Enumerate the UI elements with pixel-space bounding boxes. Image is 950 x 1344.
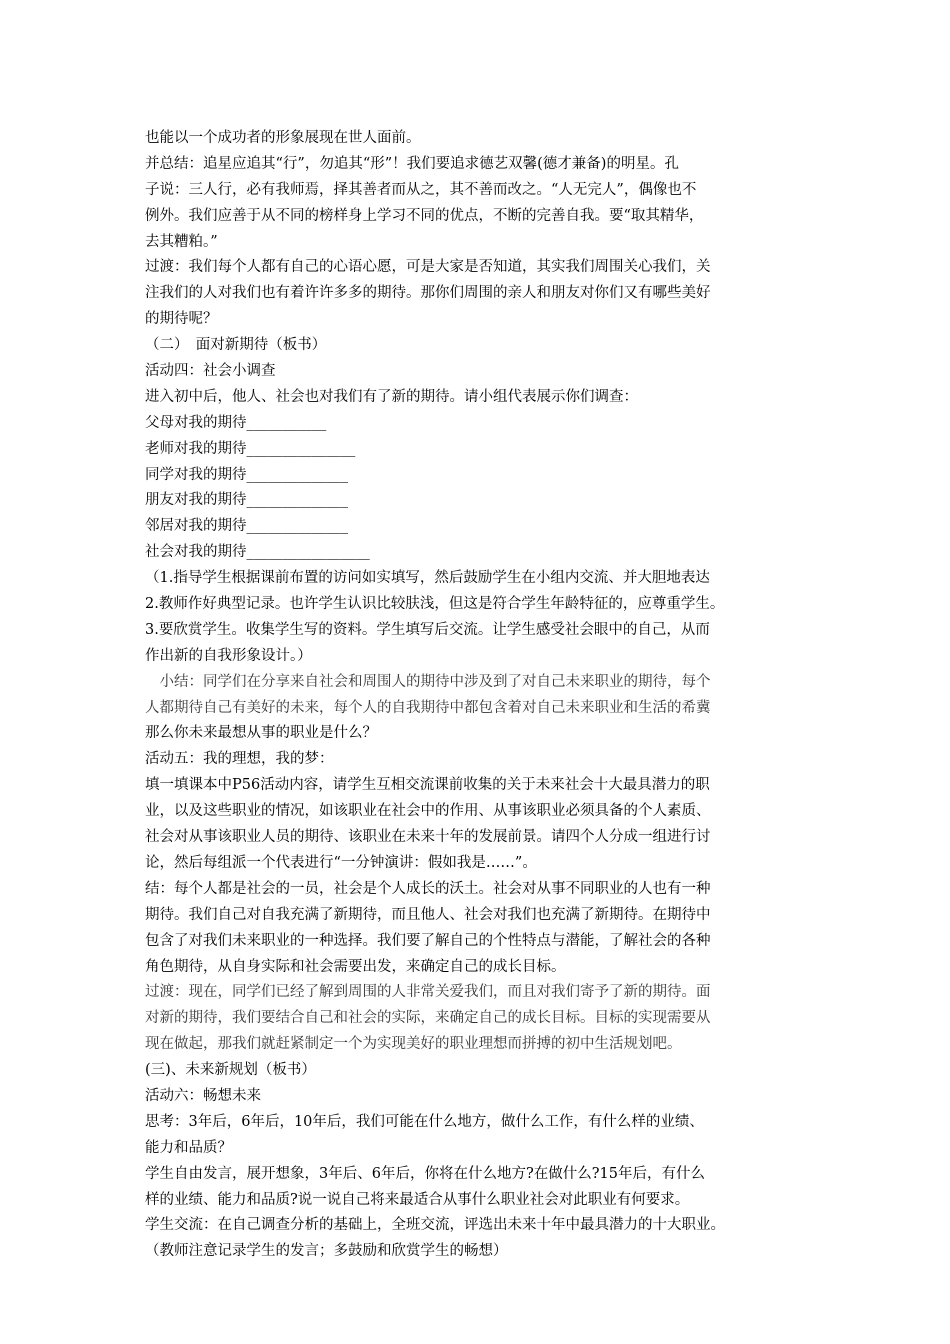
text-line: 思考：3年后，6年后，10年后，我们可能在什么地方，做什么工作，有什么样的业绩、 bbox=[145, 1113, 704, 1130]
text-line: 期待。我们自己对自我充满了新期待，而且他人、社会对我们也充满了新期待。在期待中 bbox=[145, 906, 711, 923]
text-line: 作出新的自我形象设计。） bbox=[145, 647, 312, 664]
text-line: 业，以及这些职业的情况，如该职业在社会中的作用、从事该职业必须具备的个人素质、 bbox=[145, 803, 711, 820]
activity-heading: 活动五：我的理想，我的梦： bbox=[145, 751, 334, 768]
text-line: 2.教师作好典型记录。也许学生认识比较肤浅，但这是符合学生年龄特征的，应尊重学生。 bbox=[145, 596, 725, 613]
text-line: 小结：同学们在分享来自社会和周围人的期待中涉及到了对自己未来职业的期待，每个 bbox=[145, 673, 711, 690]
survey-line-neighbors: 邻居对我的期待______________ bbox=[145, 518, 348, 535]
survey-line-friends: 朋友对我的期待______________ bbox=[145, 492, 348, 509]
activity-heading: 活动六：畅想未来 bbox=[145, 1087, 261, 1104]
text-line: 例外。我们应善于从不同的榜样身上学习不同的优点，不断的完善自我。要“取其精华， bbox=[145, 207, 704, 224]
text-line: 子说：三人行，必有我师焉，择其善者而从之，其不善而改之。“人无完人”，偶像也不 bbox=[145, 181, 697, 198]
text-line: 论，然后每组派一个代表进行“一分钟演讲：假如我是……”。 bbox=[145, 854, 537, 871]
text-line: 去其糟粕。” bbox=[145, 233, 218, 250]
survey-line-society: 社会对我的期待_________________ bbox=[145, 544, 370, 561]
activity-heading: 活动四：社会小调查 bbox=[145, 363, 276, 380]
document-body bbox=[145, 126, 815, 1265]
text-line: 包含了对我们未来职业的一种选择。我们要了解自己的个性特点与潜能，了解社会的各种 bbox=[145, 932, 711, 949]
text-line: 现在做起，那我们就赶紧制定一个为实现美好的职业理想而拼搏的初中生活规划吧。 bbox=[145, 1036, 682, 1053]
survey-line-parents: 父母对我的期待___________ bbox=[145, 414, 327, 431]
text-line: 并总结：追星应追其“行”，勿追其“形”！我们要追求德艺双馨(德才兼备)的明星。孔 bbox=[145, 155, 679, 172]
text-line: 的期待呢？ bbox=[145, 311, 218, 328]
survey-line-teachers: 老师对我的期待_______________ bbox=[145, 440, 356, 457]
survey-line-classmates: 同学对我的期待______________ bbox=[145, 466, 348, 483]
text-line: 社会对从事该职业人员的期待、该职业在未来十年的发展前景。请四个人分成一组进行讨 bbox=[145, 829, 711, 846]
text-line: 学生自由发言，展开想象，3年后、6年后，你将在什么地方?在做什么?15年后，有什么 bbox=[145, 1165, 705, 1182]
text-line: 能力和品质？ bbox=[145, 1139, 232, 1156]
text-line: 人都期待自己有美好的未来，每个人的自我期待中都包含着对自己未来职业和生活的希冀 bbox=[145, 699, 711, 716]
text-line: 填一填课本中P56活动内容，请学生互相交流课前收集的关于未来社会十大最具潜力的职 bbox=[145, 777, 710, 794]
text-line: 样的业绩、能力和品质?说一说自己将来最适合从事什么职业社会对此职业有何要求。 bbox=[145, 1191, 690, 1208]
text-line: 过渡：我们每个人都有自己的心语心愿，可是大家是否知道，其实我们周围关心我们，关 bbox=[145, 259, 711, 276]
text-line: （教师注意记录学生的发言；多鼓励和欣赏学生的畅想） bbox=[145, 1243, 508, 1260]
text-line: 3.要欣赏学生。收集学生写的资料。学生填写后交流。让学生感受社会眼中的自己，从而 bbox=[145, 621, 710, 638]
section-heading: (三)、未来新规划（板书） bbox=[145, 1062, 316, 1079]
text-line: 进入初中后，他人、社会也对我们有了新的期待。请小组代表展示你们调查： bbox=[145, 388, 638, 405]
section-heading: （二） 面对新期待（板书） bbox=[145, 337, 327, 354]
text-line: 注我们的人对我们也有着许许多多的期待。那你们周围的亲人和朋友对你们又有哪些美好 bbox=[145, 285, 711, 302]
text-line: 也能以一个成功者的形象展现在世人面前。 bbox=[145, 130, 421, 146]
text-line: 过渡：现在，同学们已经了解到周围的人非常关爱我们，而且对我们寄予了新的期待。面 bbox=[145, 984, 711, 1001]
text-line: 对新的期待，我们要结合自己和社会的实际，来确定自己的成长目标。目标的实现需要从 bbox=[145, 1010, 711, 1027]
text-line: 角色期待，从自身实际和社会需要出发，来确定自己的成长目标。 bbox=[145, 958, 566, 975]
text-line: （1.指导学生根据课前布置的访问如实填写，然后鼓励学生在小组内交流、并大胆地表达 bbox=[145, 570, 710, 587]
text-line: 那么你未来最想从事的职业是什么？ bbox=[145, 725, 377, 742]
text-line: 学生交流：在自己调查分析的基础上，全班交流，评选出未来十年中最具潜力的十大职业。 bbox=[145, 1217, 725, 1234]
text-line: 结：每个人都是社会的一员，社会是个人成长的沃土。社会对从事不同职业的人也有一种 bbox=[145, 880, 711, 897]
